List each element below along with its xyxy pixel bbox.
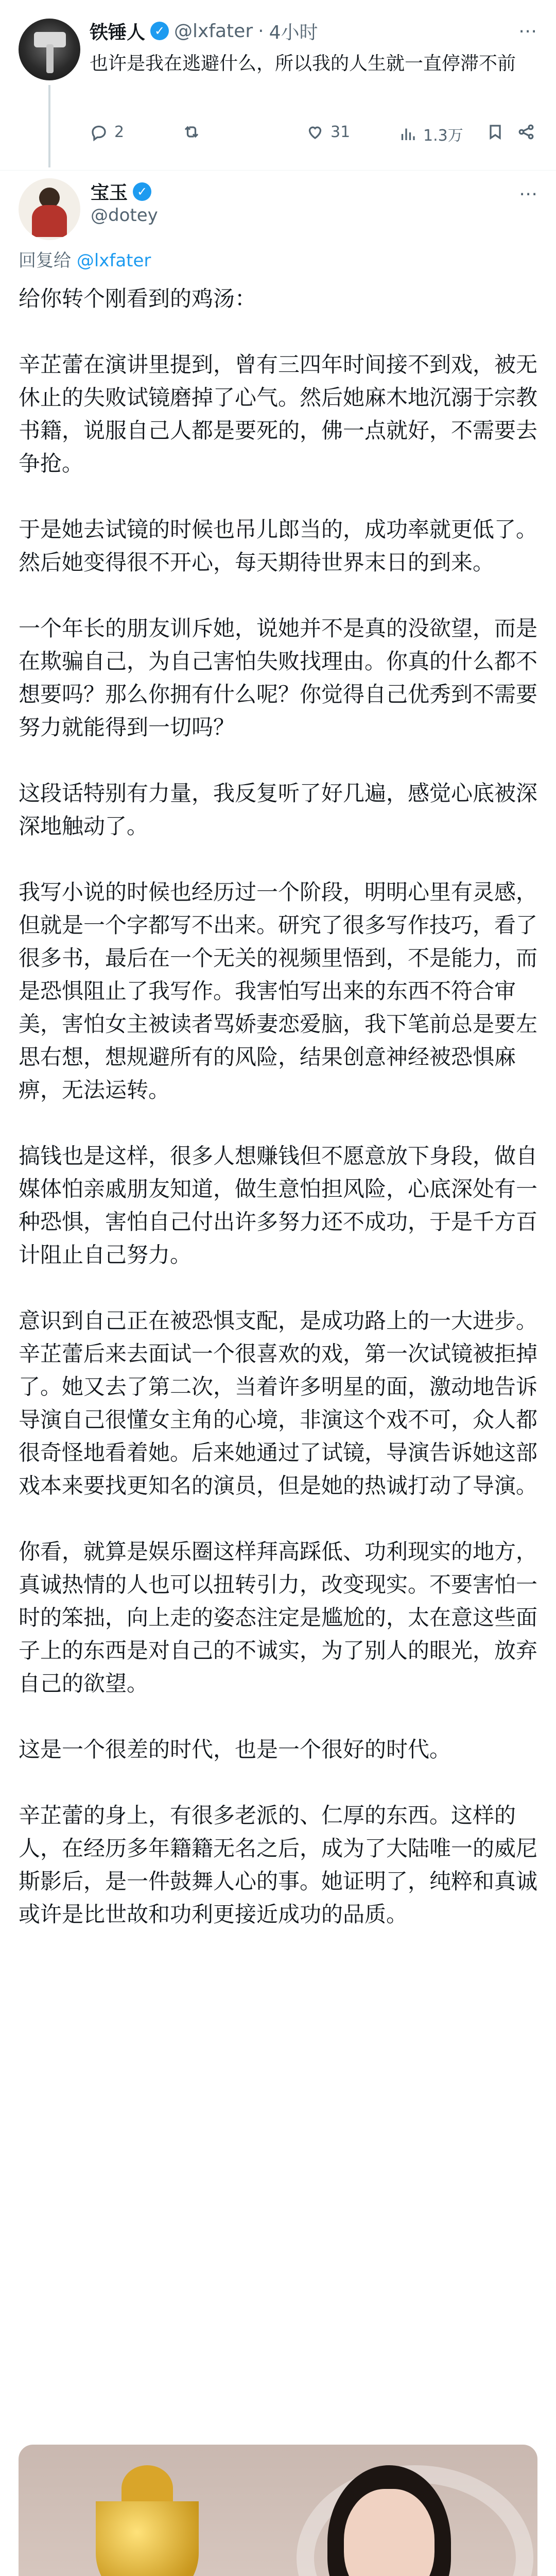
bookmark-button[interactable] bbox=[486, 123, 505, 141]
parent-tweet-time[interactable]: 4小时 bbox=[269, 22, 318, 43]
main-author-handle[interactable]: @dotey bbox=[91, 205, 158, 226]
parent-avatar[interactable] bbox=[19, 19, 80, 80]
like-icon bbox=[306, 123, 324, 141]
tweet-paragraph: 给你转个刚看到的鸡汤： bbox=[19, 286, 257, 311]
verified-badge-icon: ✓ bbox=[133, 182, 151, 201]
avatar-figure-body bbox=[32, 205, 67, 237]
reply-prefix: 回复给 bbox=[19, 250, 71, 271]
like-button[interactable] bbox=[306, 123, 350, 141]
tweet-paragraph: 搞钱也是这样，很多人想赚钱但不愿意放下身段，做自媒体怕亲戚朋友知道，做生意怕担风险，心底深处有一种恐惧，害怕自己付出许多努力还不成功，于是千方百计阻止自己努力。 bbox=[19, 1143, 538, 1267]
tweet-photo[interactable] bbox=[19, 2445, 537, 2576]
parent-author-name[interactable]: 铁锤人 bbox=[90, 22, 146, 43]
parent-tweet[interactable] bbox=[0, 0, 556, 170]
trophy-cup bbox=[96, 2501, 199, 2576]
parent-tweet-header bbox=[90, 20, 318, 42]
main-tweet-text bbox=[19, 282, 538, 1931]
retweet-icon bbox=[182, 123, 201, 141]
main-author-name[interactable]: 宝玉 bbox=[91, 182, 128, 204]
tweet-paragraph: 于是她去试镜的时候也吊儿郎当的，成功率就更低了。 bbox=[19, 517, 538, 542]
reply-button[interactable] bbox=[90, 123, 124, 141]
paragraph-gap bbox=[19, 843, 538, 876]
verified-badge-icon: ✓ bbox=[150, 22, 169, 40]
thread-connector-line bbox=[48, 85, 50, 167]
parent-author-handle[interactable]: @lxfater bbox=[174, 20, 253, 42]
tweet-paragraph: 我写小说的时候也经历过一个阶段，明明心里有灵感，但就是一个字都写不出来。研究了很多写作技巧，看了很多书，最后在一个无关的视频里悟到，不是能力，而是恐惧阻止了我写作。我害怕写出来的东西不符合审美，害怕女主被读者骂娇妻恋爱脑，我下笔前总是要左思右想，想规避所有的风险，结果创意神经被恐惧麻痹，无法运转。 bbox=[19, 879, 538, 1103]
paragraph-gap bbox=[19, 1107, 538, 1140]
main-author-name-row[interactable] bbox=[91, 178, 151, 205]
tweet-paragraph: 这段话特别有力量，我反复听了好几遍，感觉心底被深深地触动了。 bbox=[19, 781, 538, 839]
reply-mention-link[interactable]: @lxfater bbox=[76, 250, 151, 271]
bookmark-icon bbox=[486, 123, 505, 141]
paragraph-gap bbox=[19, 744, 538, 777]
more-icon[interactable]: ⋯ bbox=[518, 21, 537, 42]
tweet-paragraph: 你看，就算是娱乐圈这样拜高踩低、功利现实的地方，真诚热情的人也可以扭转引力，改变现实。不要害怕一时的笨拙，向上走的姿态注定是尴尬的，太在意这些面子上的东西是对自己的不诚实，为了别人的眼光，放弃自己的欲望。 bbox=[19, 1539, 538, 1696]
like-count: 31 bbox=[331, 123, 351, 141]
share-icon bbox=[517, 123, 535, 141]
tweet-action-bar bbox=[90, 123, 532, 148]
reply-count: 2 bbox=[114, 123, 125, 141]
parent-tweet-text: 也许是我在逃避什么，所以我的人生就一直停滞不前 bbox=[90, 53, 516, 74]
hammer-avatar-handle bbox=[46, 44, 54, 73]
views-button[interactable] bbox=[398, 123, 463, 145]
replying-to bbox=[19, 246, 151, 272]
paragraph-gap bbox=[19, 1700, 538, 1733]
tweet-paragraph: 一个年长的朋友训斥她，说她并不是真的没欲望，而是在欺骗自己，为自己害怕失败找理由。你真的什么都不想要吗？那么你拥有什么呢？你觉得自己优秀到不需要努力就能得到一切吗？ bbox=[19, 616, 538, 740]
tweet-paragraph: 辛芷蕾后来去面试一个很喜欢的戏，第一次试镜被拒掉了。她又去了第二次，当着许多明星的面，激动地告诉导演自己很懂女主角的心境，非演这个戏不可，众人都很奇怪地看着她。后来她通过了试镜，导演告诉她这部戏本来要找更知名的演员，但是她的热诚打动了导演。 bbox=[19, 1341, 538, 1498]
share-button[interactable] bbox=[517, 123, 535, 141]
paragraph-gap bbox=[19, 315, 538, 348]
paragraph-gap bbox=[19, 579, 538, 612]
main-avatar[interactable] bbox=[19, 178, 80, 240]
tweet-paragraph: 辛芷蕾的身上，有很多老派的、仁厚的东西。这样的人，在经历多年籍籍无名之后，成为了大陆唯一的威尼斯影后，是一件鼓舞人心的事。她证明了，纯粹和真诚或许是比世故和功利更接近成功的品质。 bbox=[19, 1803, 538, 1927]
photo-person-face bbox=[344, 2489, 435, 2576]
tweet-paragraph: 辛芷蕾在演讲里提到，曾有三四年时间接不到戏，被无休止的失败试镜磨掉了心气。然后她麻木地沉溺于宗教书籍，说服自己人都是要死的，佛一点就好，不需要去争抢。 bbox=[19, 352, 538, 476]
views-icon bbox=[398, 125, 417, 143]
tweet-paragraph: 然后她变得很不开心，每天期待世界末日的到来。 bbox=[19, 550, 495, 575]
paragraph-gap bbox=[19, 1766, 538, 1799]
tweet-paragraph: 意识到自己正在被恐惧支配，是成功路上的一大进步。 bbox=[19, 1308, 538, 1333]
reply-icon bbox=[90, 123, 108, 141]
tweet-paragraph: 这是一个很差的时代，也是一个很好的时代。 bbox=[19, 1737, 451, 1762]
paragraph-gap bbox=[19, 1272, 538, 1304]
paragraph-gap bbox=[19, 480, 538, 513]
separator-dot: · bbox=[258, 20, 264, 42]
paragraph-gap bbox=[19, 1502, 538, 1535]
tweet-divider bbox=[0, 170, 556, 171]
more-icon[interactable]: ⋯ bbox=[519, 183, 537, 205]
views-count: 1.3万 bbox=[423, 127, 463, 145]
retweet-button[interactable] bbox=[182, 123, 201, 141]
